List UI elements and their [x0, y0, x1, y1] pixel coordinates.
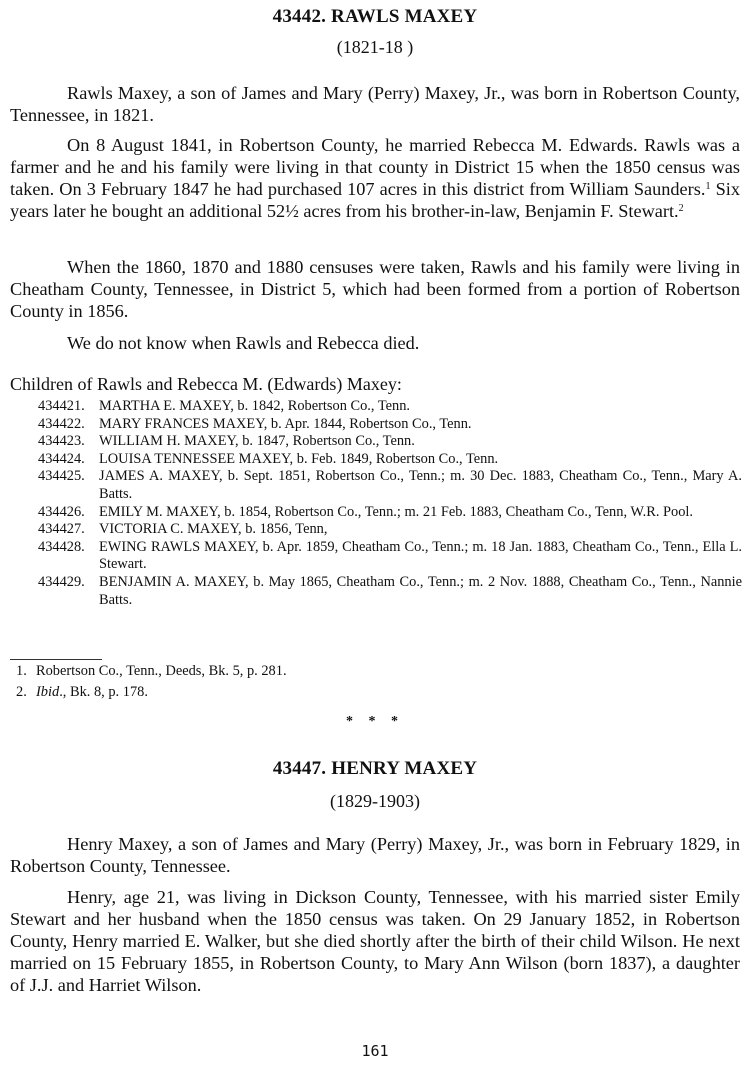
child-text: BENJAMIN A. MAXEY, b. May 1865, Cheatham Co., Tenn.; m. 2 Nov. 1888, Cheatham Co., Tenn., Nannie Batts.: [99, 573, 742, 608]
footnote: [16, 661, 287, 682]
child-entry: [38, 521, 742, 539]
child-entry: [38, 468, 742, 503]
footnote-rule: [10, 659, 102, 660]
section-separator: * * *: [346, 714, 404, 729]
child-entry: [38, 539, 742, 574]
child-text: LOUISA TENNESSEE MAXEY, b. Feb. 1849, Robertson Co., Tenn.: [99, 450, 499, 467]
child-number: 434422.: [38, 415, 85, 432]
paragraph: When the 1860, 1870 and 1880 censuses were taken, Rawls and his family were living in Cheatham County, Tennessee, in District 5, which had been formed from a portion of Robertson County in 1856.: [10, 257, 740, 321]
footnote-number: 2.: [16, 683, 27, 700]
child-entry: [38, 398, 742, 416]
paragraph: [10, 134, 740, 222]
child-number: 434423.: [38, 433, 85, 450]
footnote-number: 1.: [16, 663, 27, 679]
section-title: 43447. HENRY MAXEY: [272, 758, 478, 779]
child-number: 434429.: [38, 573, 85, 590]
child-entry: [38, 416, 742, 434]
section-title: 43442. RAWLS MAXEY: [272, 6, 478, 27]
life-dates: (1829-1903): [330, 791, 420, 811]
children-heading: Children of Rawls and Rebecca M. (Edwards) Maxey:: [10, 374, 402, 394]
child-entry: [38, 433, 742, 451]
child-number: 434428.: [38, 538, 85, 555]
child-entry: [38, 451, 742, 469]
footnote-ref: 2: [678, 203, 684, 214]
child-number: 434421.: [38, 398, 85, 414]
paragraph: Rawls Maxey, a son of James and Mary (Perry) Maxey, Jr., was born in Robertson County, Tennessee, in 1821.: [10, 83, 740, 125]
child-text: MARY FRANCES MAXEY, b. Apr. 1844, Robertson Co., Tenn.: [99, 415, 472, 432]
child-text: WILLIAM H. MAXEY, b. 1847, Robertson Co., Tenn.: [99, 433, 415, 450]
child-text: EWING RAWLS MAXEY, b. Apr. 1859, Cheatham Co., Tenn.; m. 18 Jan. 1883, Cheatham Co., Tenn., Ella L. Stewart.: [99, 538, 742, 573]
child-text: VICTORIA C. MAXEY, b. 1856, Tenn,: [99, 521, 328, 538]
footnote-ref: 1: [705, 181, 711, 192]
life-dates: (1821-18 ): [336, 37, 414, 57]
paragraph: Henry, age 21, was living in Dickson County, Tennessee, with his married sister Emily Stewart and her husband when the 1850 census was taken. On 29 January 1852, in Robertson County, Henry married E. Walker, but she died shortly after the birth of their child Wilson. He next married on 15 February 1855, in Robertson County, to Mary Ann Wilson (born 1837), a daughter of J.J. and Harriet Wilson.: [10, 887, 740, 995]
child-number: 434427.: [38, 521, 85, 538]
child-text: EMILY M. MAXEY, b. 1854, Robertson Co., Tenn.; m. 21 Feb. 1883, Cheatham Co., Tenn, W.R. Pool.: [99, 503, 694, 520]
child-number: 434426.: [38, 503, 85, 520]
child-text: MARTHA E. MAXEY, b. 1842, Robertson Co., Tenn.: [99, 398, 410, 414]
footnote-text: Robertson Co., Tenn., Deeds, Bk. 5, p. 281.: [36, 663, 287, 679]
footnote-ibid: Ibid: [36, 683, 60, 700]
footnotes: [16, 661, 287, 702]
page-number: 161: [361, 1042, 389, 1060]
child-text: JAMES A. MAXEY, b. Sept. 1851, Robertson Co., Tenn.; m. 30 Dec. 1883, Cheatham Co., Tenn., Mary A. Batts.: [99, 468, 742, 502]
footnote: [16, 682, 287, 703]
paragraph: Henry Maxey, a son of James and Mary (Perry) Maxey, Jr., was born in February 1829, in Robertson County, Tennessee.: [10, 834, 740, 876]
child-entry: [38, 574, 742, 609]
child-number: 434424.: [38, 450, 85, 467]
paragraph-text: On 8 August 1841, in Robertson County, he married Rebecca M. Edwards. Rawls was a farmer and he and his family were living in that county in District 15 when the 1850 census was taken. On 3 February 1847 he had purchased 107 acres in this district from William Saunders.: [10, 135, 740, 199]
children-list: [38, 398, 742, 609]
child-entry: [38, 504, 742, 522]
paragraph: We do not know when Rawls and Rebecca died.: [67, 333, 420, 353]
child-number: 434425.: [38, 468, 85, 485]
footnote-text: ., Bk. 8, p. 178.: [59, 683, 148, 700]
paragraph-text: Six years later he bought an additional 52½ acres from his brother-in-law, Benjamin F. Stewart.: [10, 179, 740, 221]
